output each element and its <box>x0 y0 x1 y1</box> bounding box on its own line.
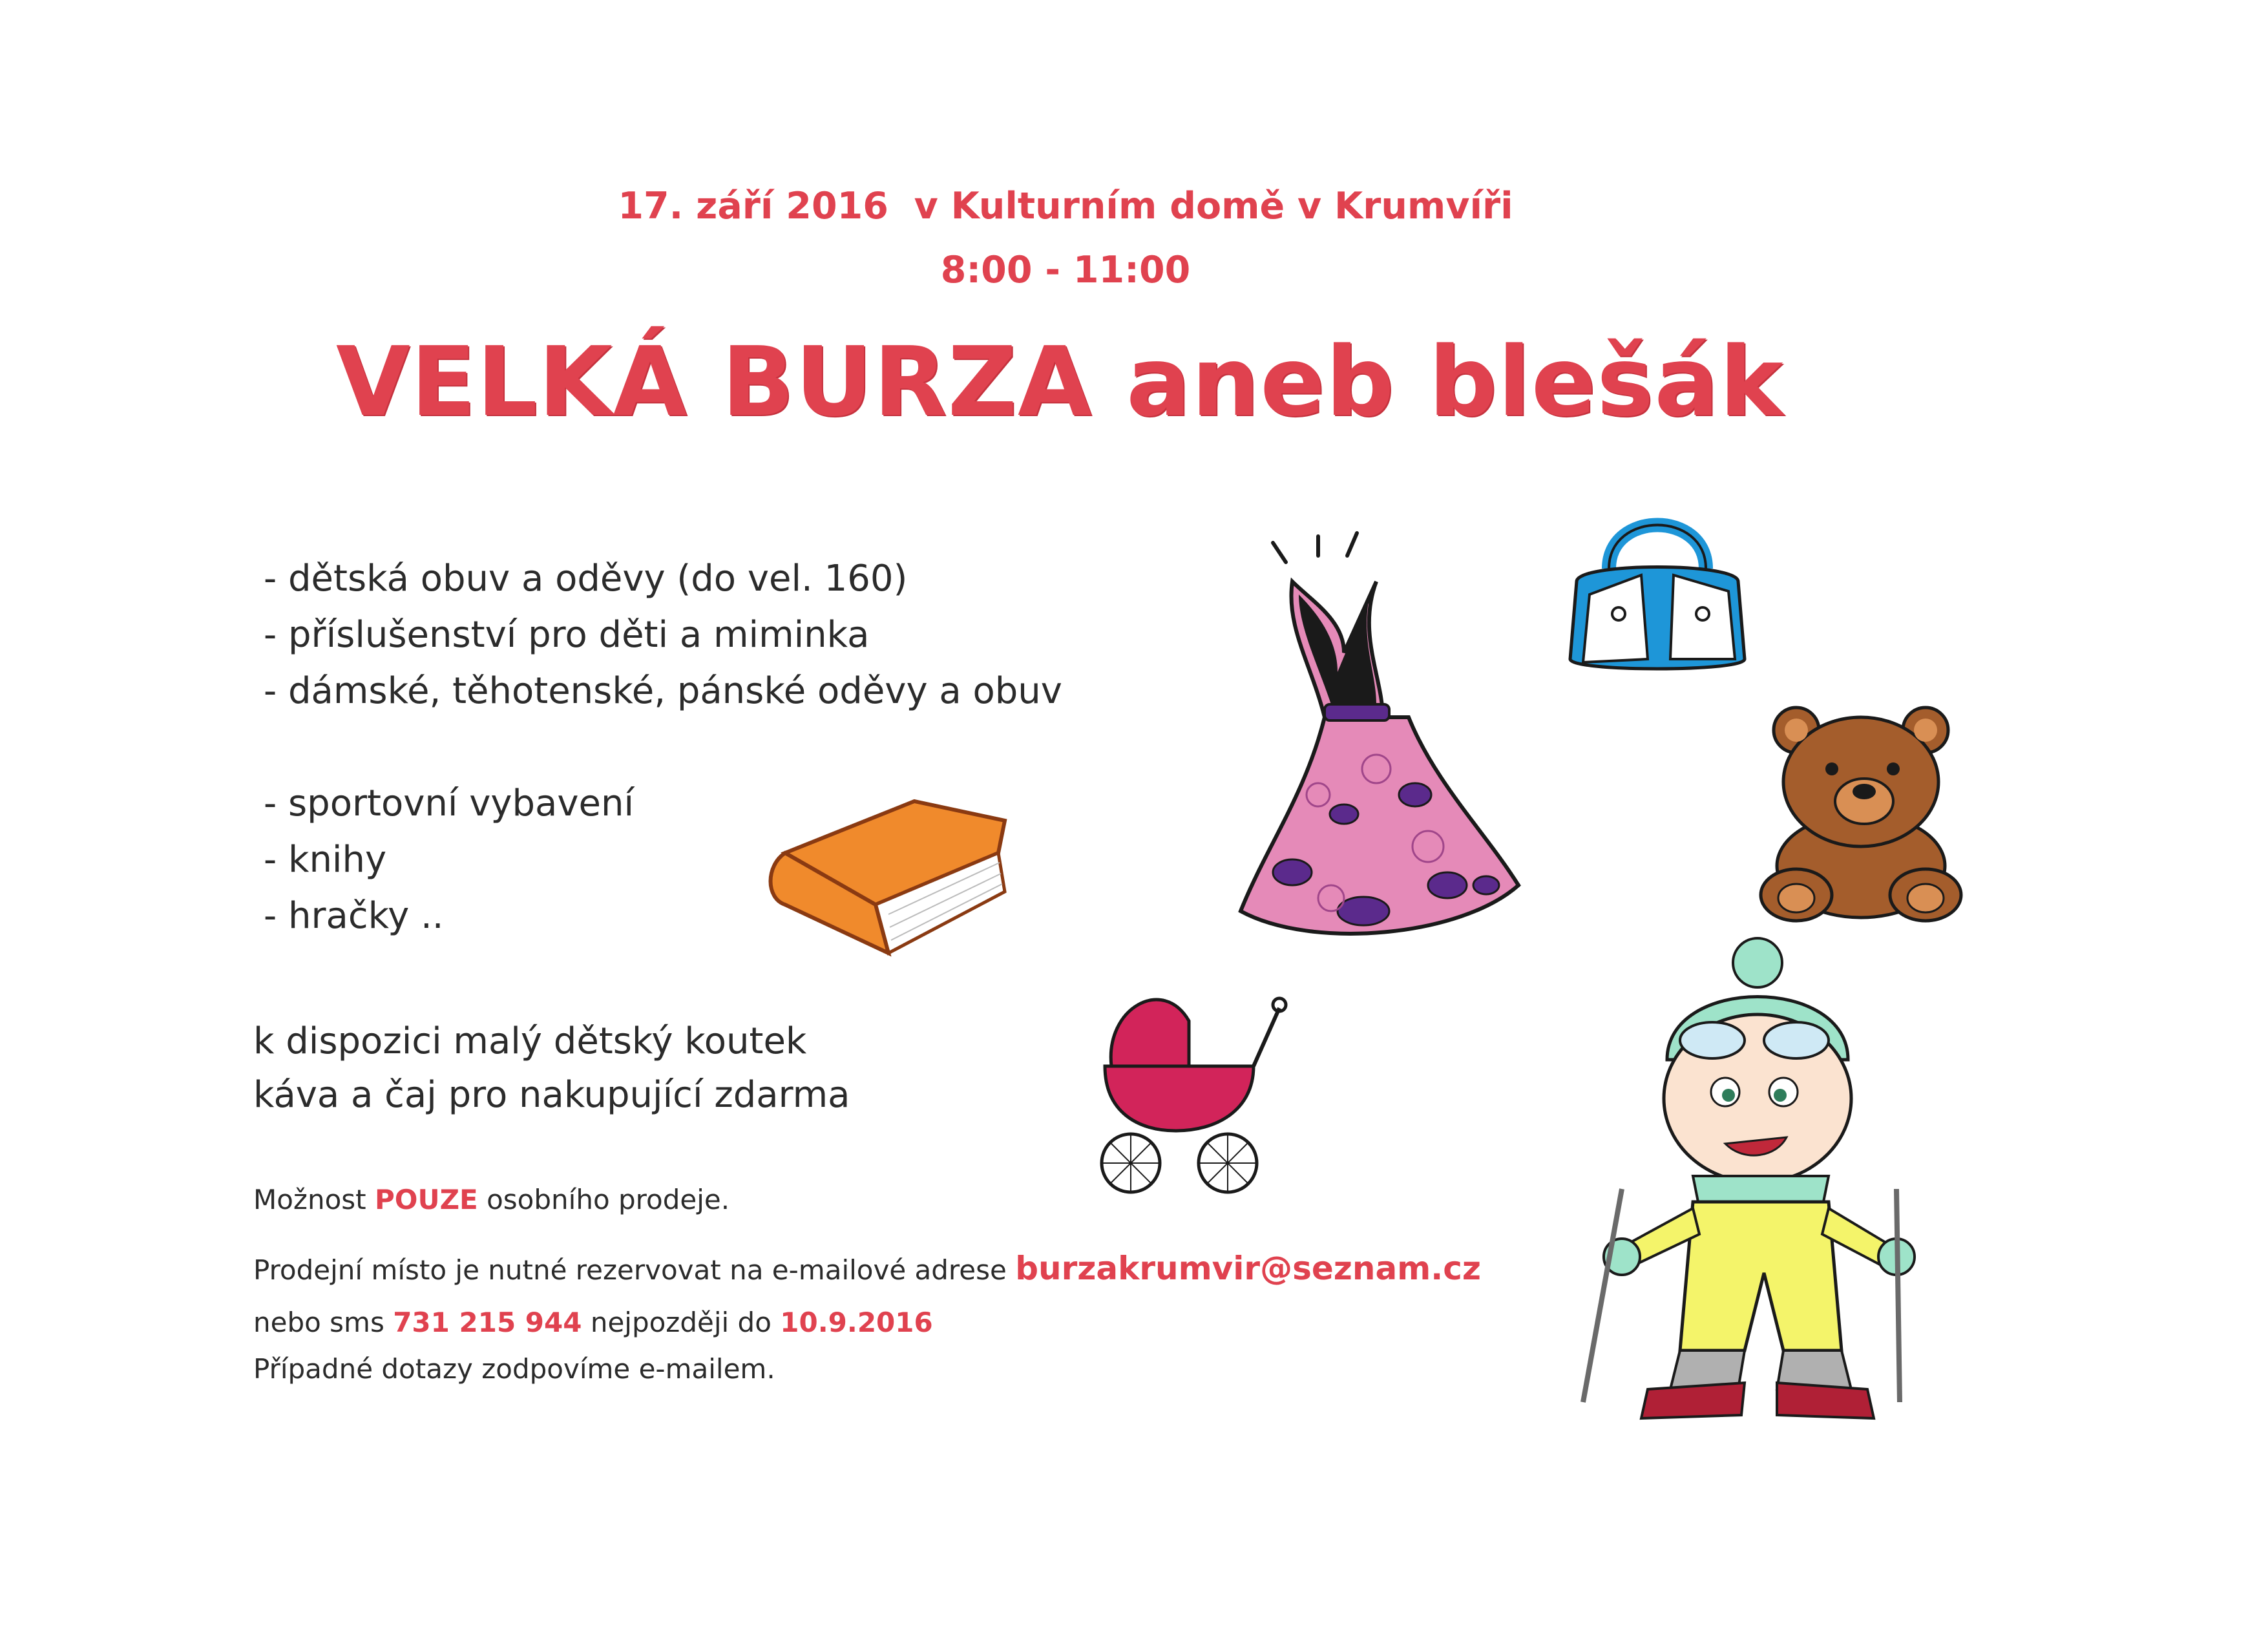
bag-icon <box>1557 498 1758 685</box>
note-line: k dispozici malý dětský koutek <box>253 1020 807 1062</box>
questions-line: Případné dotazy zodpovíme e-mailem. <box>253 1353 775 1385</box>
info-text: osobního prodeje. <box>478 1184 730 1215</box>
reservation-line <box>253 1250 1481 1287</box>
note-line: káva a čaj pro nakupující zdarma <box>253 1074 850 1116</box>
list-item: - dámské, těhotenské, pánské oděvy a obuv <box>264 670 1062 712</box>
sale-info-line <box>253 1184 730 1215</box>
info-text: Prodejní místo je nutné rezervovat na e-mailové adrese <box>253 1254 1016 1286</box>
list-item: - hračky .. <box>264 895 444 937</box>
event-date-venue: 17. září 2016 v Kulturním domě v Krumvíři <box>618 185 1513 227</box>
info-text: nejpozději do <box>582 1307 781 1338</box>
sms-line <box>253 1307 933 1338</box>
list-item: - sportovní vybavení <box>264 782 635 824</box>
page-title: VELKÁ BURZA aneb blešák <box>336 326 1784 437</box>
list-item: - knihy <box>264 839 387 881</box>
book-icon <box>759 795 1018 966</box>
item-list-secondary <box>264 775 634 944</box>
deadline-date: 10.9.2016 <box>780 1307 933 1338</box>
list-item: - příslušenství pro děti a miminka <box>264 614 870 656</box>
info-text: nebo sms <box>253 1307 394 1338</box>
stroller-icon <box>1086 969 1292 1202</box>
skiing-child-icon <box>1570 937 1958 1428</box>
event-time: 8:00 - 11:00 <box>940 249 1191 291</box>
item-list-primary <box>264 551 1062 719</box>
phone-number[interactable]: 731 215 944 <box>393 1307 582 1338</box>
only-highlight: POUZE <box>375 1184 478 1215</box>
teddy-bear-icon <box>1758 704 1971 924</box>
dress-icon <box>1215 523 1538 969</box>
amenities-notes <box>253 1014 850 1122</box>
list-item: - dětská obuv a oděvy (do vel. 160) <box>264 558 908 600</box>
info-text: Možnost <box>253 1184 375 1215</box>
email-link[interactable]: burzakrumvir@seznam.cz <box>1015 1250 1482 1287</box>
